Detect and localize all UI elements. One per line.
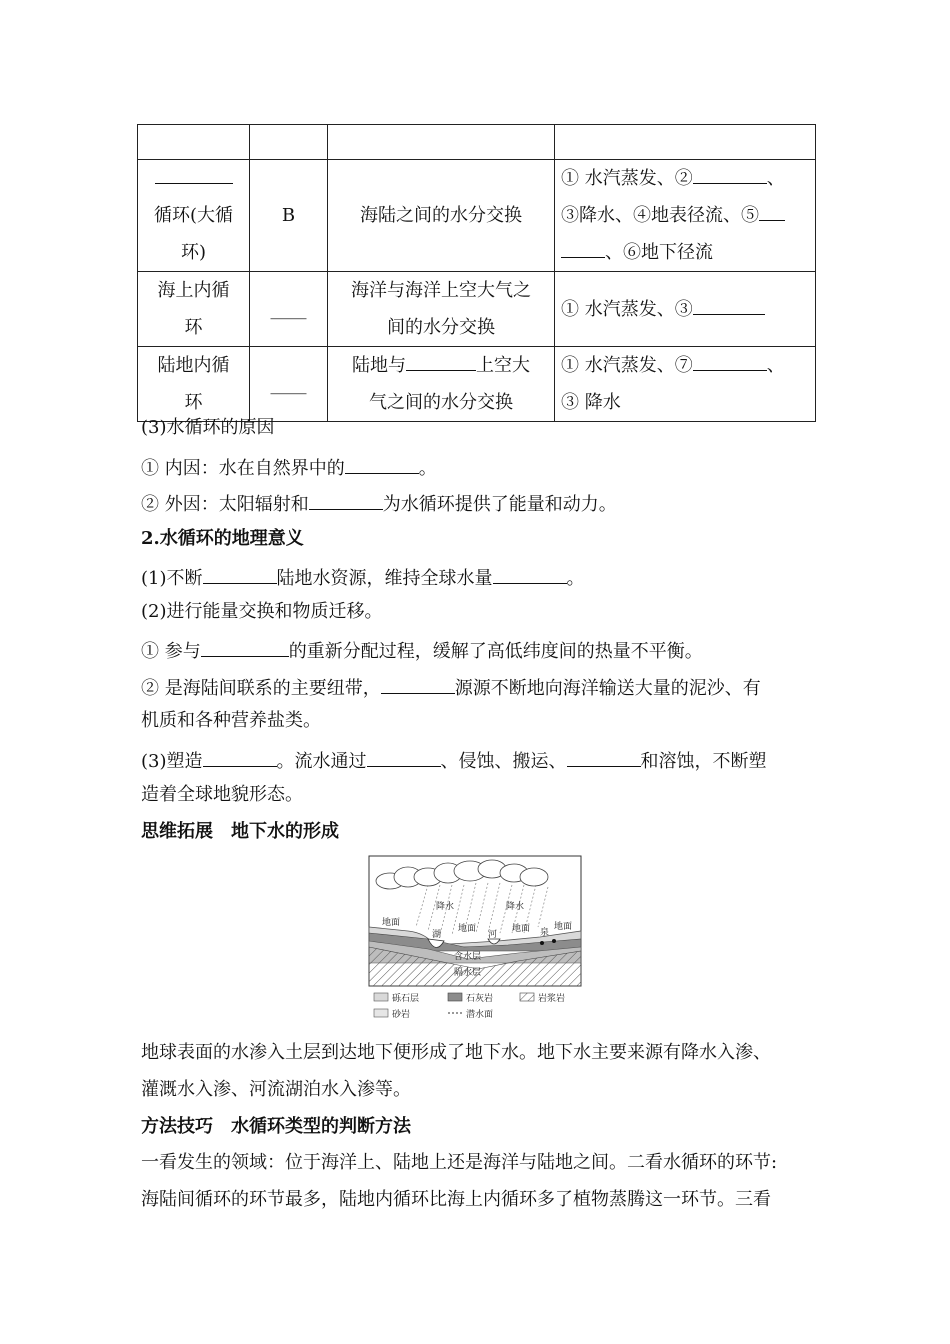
cycle-code-cell: B: [250, 160, 328, 272]
ground-label-mid2: 地面: [512, 924, 531, 934]
method-heading: 方法技巧 水循环类型的判断方法: [141, 1116, 411, 1137]
cycle-code-cell: ____: [250, 347, 328, 422]
rain-label-left: 降水: [436, 902, 455, 912]
significance-heading: 2.水循环的地理意义: [141, 528, 304, 549]
spring-label: 泉: [540, 928, 550, 938]
significance-item-2-2-cont: 机质和各种营养盐类。: [141, 710, 321, 731]
cycle-name-cell: 循环(大循 环): [138, 160, 250, 272]
ground-label-right: 地面: [554, 922, 573, 932]
extension-body-1: 地球表面的水渗入土层到达地下便形成了地下水。地下水主要来源有降水入渗、: [141, 1042, 771, 1063]
aquifer-label: 含水层: [454, 952, 482, 962]
cause-heading: (3)水循环的原因: [141, 417, 275, 438]
cycle-links-cell: ① 水汽蒸发、② 、 ③降水、④地表径流、⑤ 、⑥地下径流: [555, 160, 816, 272]
legend-sandstone: 砂岩: [392, 1010, 411, 1020]
table-row: [138, 160, 816, 272]
cause-internal: ① 内因：水在自然界中的 。: [141, 453, 437, 481]
method-body-1: 一看发生的领域：位于海洋上、陆地上还是海洋与陆地之间。二看水循环的环节:: [141, 1152, 778, 1173]
cycle-scope-cell: 陆地与 上空大 气之间的水分交换: [328, 347, 555, 422]
table-row: [138, 347, 816, 422]
legend-igneous: 岩浆岩: [538, 994, 566, 1004]
table-row: [138, 272, 816, 347]
cycle-scope-cell: 海洋与海洋上空大气之 间的水分交换: [328, 272, 555, 347]
significance-item-3-cont: 造着全球地貌形态。: [141, 784, 303, 805]
cycle-name-cell: 海上内循 环: [138, 272, 250, 347]
river-label: 河: [488, 930, 498, 940]
legend-limestone: 石灰岩: [466, 994, 494, 1004]
aquiclude-label: 隔水层: [454, 968, 482, 978]
cycle-name-cell: 陆地内循 环: [138, 347, 250, 422]
cycle-links-cell: ① 水汽蒸发、⑦ 、 ③ 降水: [555, 347, 816, 422]
significance-item-2-1: ① 参与 的重新分配过程，缓解了高低纬度间的热量不平衡。: [141, 636, 703, 664]
lake-label: 湖: [432, 930, 442, 940]
extension-heading: 思维拓展 地下水的形成: [141, 821, 339, 842]
significance-item-2-2: ② 是海陆间联系的主要纽带， 源源不断地向海洋输送大量的泥沙、有: [141, 673, 761, 701]
significance-item-3: (3)塑造 。流水通过 、侵蚀、搬运、 和溶蚀，不断塑: [141, 746, 767, 774]
significance-item-2: (2)进行能量交换和物质迁移。: [141, 601, 383, 622]
ground-label-mid1: 地面: [458, 924, 477, 934]
significance-item-1: (1)不断 陆地水资源，维持全球水量 。: [141, 563, 585, 591]
legend-water-table: 潜水面: [466, 1010, 494, 1020]
ground-label-left: 地面: [382, 918, 401, 928]
cause-external: ② 外因：太阳辐射和 为水循环提供了能量和动力。: [141, 489, 617, 517]
table-header-row: [138, 125, 816, 160]
extension-body-2: 灌溉水入渗、河流湖泊水入渗等。: [141, 1079, 411, 1100]
cycle-code-cell: ____: [250, 272, 328, 347]
water-cycle-table: [137, 124, 816, 422]
cycle-links-cell: ① 水汽蒸发、③: [555, 272, 816, 347]
method-body-2: 海陆间循环的环节最多，陆地内循环比海上内循环多了植物蒸腾这一环节。三看: [141, 1189, 771, 1210]
legend-gravel: 砾石层: [392, 994, 420, 1004]
cycle-scope-cell: 海陆之间的水分交换: [328, 160, 555, 272]
groundwater-diagram: [368, 855, 582, 1023]
rain-label-right: 降水: [506, 902, 525, 912]
diagram-legend: [374, 992, 565, 1020]
